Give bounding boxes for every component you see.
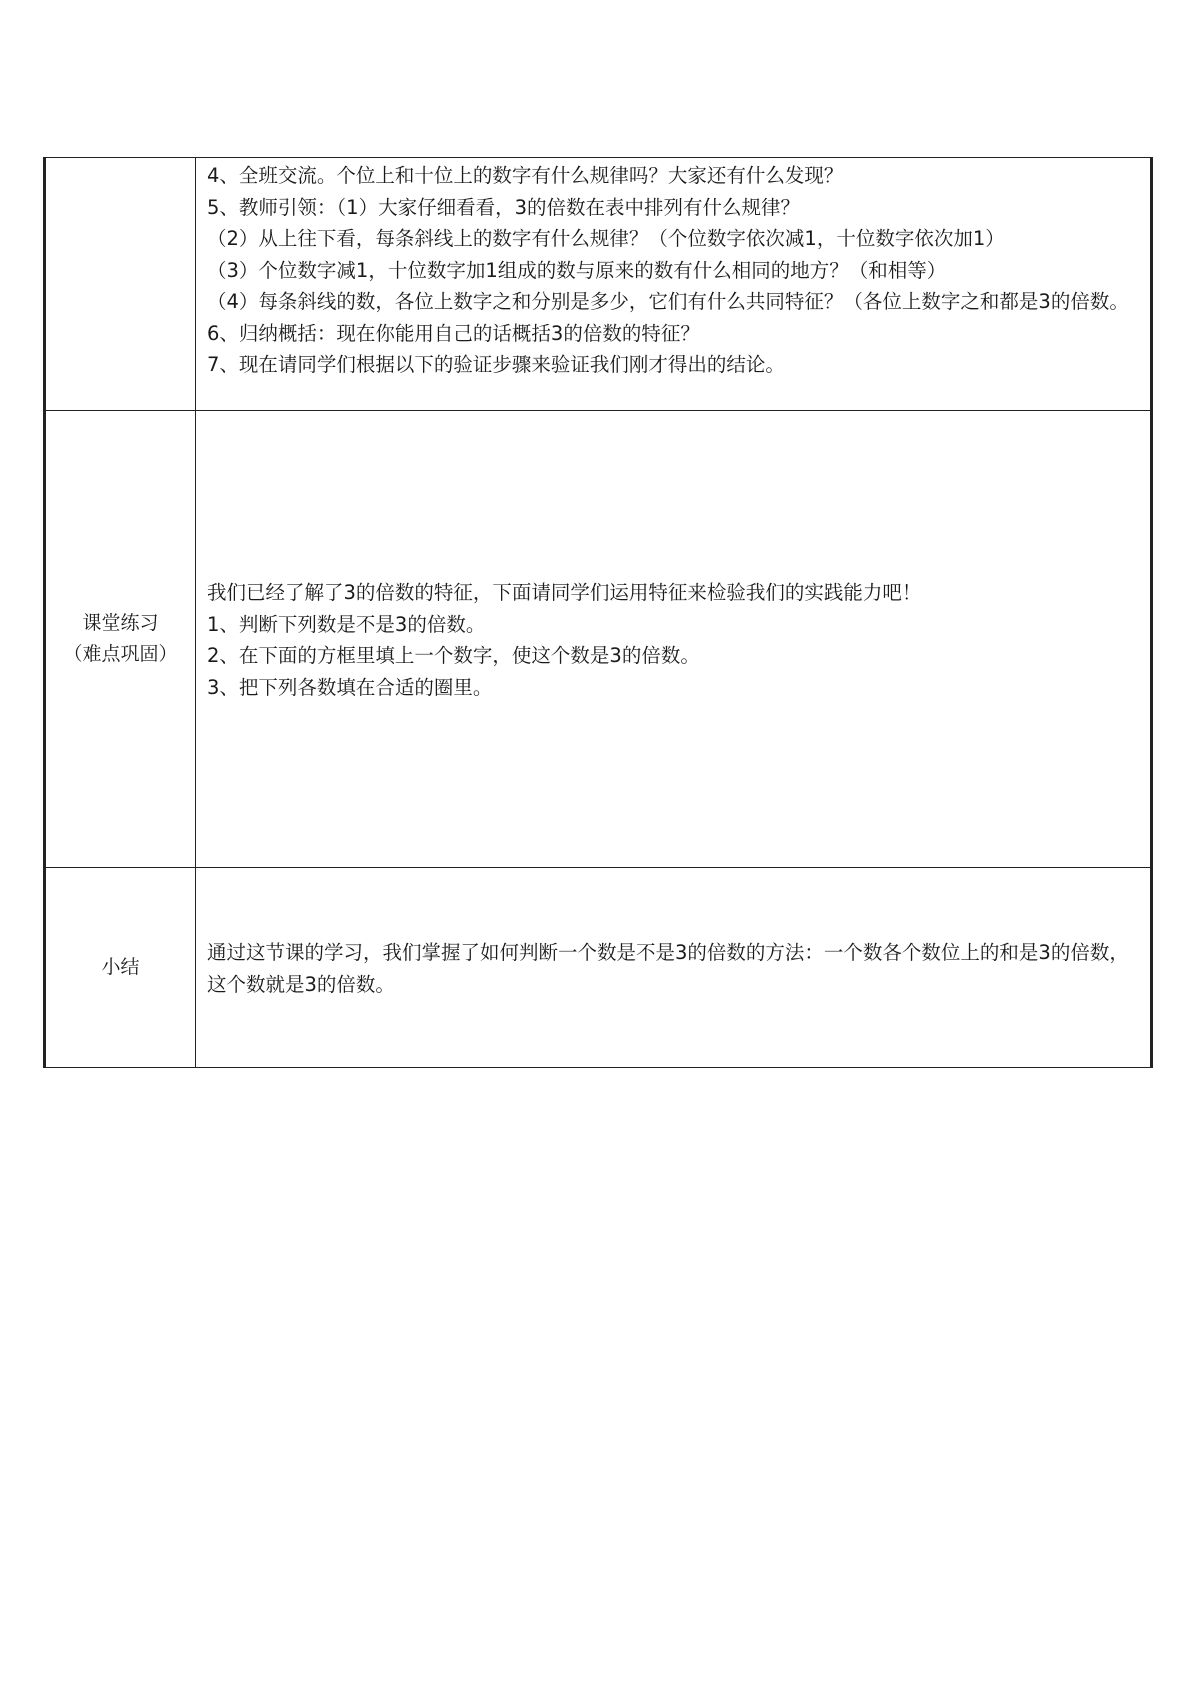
- step-5-2: （2）从上往下看，每条斜线上的数字有什么规律？（个位数字依次减1，十位数字依次加1）: [207, 227, 1005, 250]
- step-5-4: （4）每条斜线的数，各位上数字之和分别是多少，它们有什么共同特征？（各位上数字之和都是3的倍数。: [207, 290, 1129, 313]
- step-6: 6、归纳概括：现在你能用自己的话概括3的倍数的特征？: [207, 321, 700, 345]
- row-label: [45, 158, 196, 411]
- step-4: 4、全班交流。个位上和十位上的数字有什么规律吗？大家还有什么发现？: [207, 164, 844, 187]
- step-5: 5、教师引领：（1）大家仔细看看，3的倍数在表中排列有什么规律？: [207, 195, 800, 219]
- teaching-steps-cell: [196, 158, 1152, 411]
- practice-item-3: 3、把下列各数填在合适的圈里。: [207, 675, 493, 699]
- table-row: [45, 411, 1152, 868]
- step-7: 7、现在请同学们根据以下的验证步骤来验证我们刚才得出的结论。: [207, 353, 785, 376]
- practice-item-2: 2、在下面的方框里填上一个数字，使这个数是3的倍数。: [207, 644, 700, 667]
- practice-cell: [196, 411, 1152, 868]
- practice-item-1: 1、判断下列数是不是3的倍数。: [207, 612, 486, 636]
- practice-label: 课堂练习: [82, 612, 159, 634]
- row-label-practice: [45, 411, 196, 868]
- summary-text: 通过这节课的学习，我们掌握了如何判断一个数是不是3的倍数的方法：一个数各个数位上的和是3的倍数，这个数就是3的倍数。: [207, 941, 1129, 996]
- step-5-3: （3）个位数字减1，十位数字加1组成的数与原来的数有什么相同的地方？（和相等）: [207, 258, 947, 282]
- row-label-summary: 小结: [45, 868, 196, 1068]
- practice-sublabel: （难点巩固）: [63, 643, 178, 665]
- table-row: [45, 158, 1152, 411]
- summary-cell: [196, 868, 1152, 1068]
- lesson-plan-table: [43, 157, 1153, 1068]
- practice-intro: 我们已经了解了3的倍数的特征，下面请同学们运用特征来检验我们的实践能力吧！: [207, 581, 922, 604]
- table-row: [45, 868, 1152, 1068]
